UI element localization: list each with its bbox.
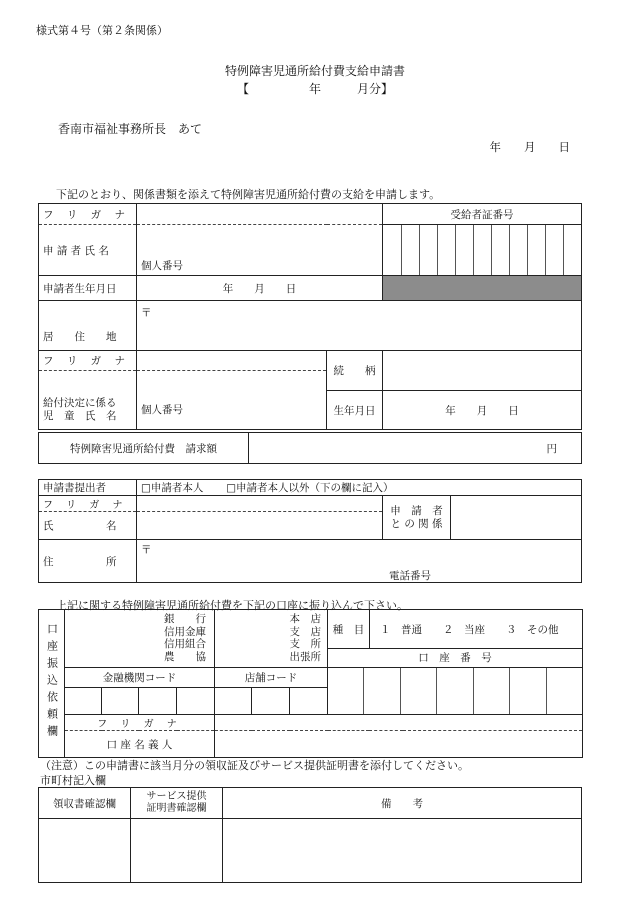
submitter-furigana-label: フ リ ガ ナ [39,496,137,512]
child-name-field[interactable] [137,391,327,430]
relation-line1: 申 請 者 [390,504,443,517]
branch-code-digit-2[interactable] [252,688,290,715]
recipient-line: 香南市福祉事務所長 あて [58,122,203,136]
form-period[interactable]: 【 年 月分】 [236,82,393,96]
account-type-options[interactable]: １ 普通 ２ 当座 ３ その他 [380,623,559,636]
branch-code-digit-3[interactable] [290,688,328,715]
submitter-furigana-field[interactable] [137,496,383,512]
claim-table [38,432,582,464]
inst-code-digit-1[interactable] [65,688,102,715]
applicant-name-label: 申 請 者 氏 名 [39,225,137,276]
form-number: 様式第４号（第２条関係） [36,24,168,37]
child-name-label [39,391,137,430]
submitter-address-label: 住 所 [39,540,137,583]
phone-label: 電話番号 [389,570,431,582]
relation-line2: と の 関 係 [390,517,443,530]
submitter-options [137,480,582,496]
holder-furigana-field[interactable] [215,715,583,731]
account-type-label: 種 目 [328,610,370,648]
child-name-label-line2: 児 童 氏 名 [43,409,117,422]
account-number-boxes[interactable] [328,668,583,715]
submitter-address-field[interactable] [137,540,582,583]
holder-label: 口 座 名 義 人 [65,731,215,758]
submitter-name-label: 氏 名 [39,512,137,540]
child-birth-field[interactable]: 年 月 日 [383,391,582,430]
bank-intro: 上記に関する特例障害児通所給付費を下記の口座に振り込んで下さい。 [56,599,408,612]
child-name-label-line1: 給付決定に係る [43,396,117,409]
inst-code-digit-2[interactable] [102,688,139,715]
child-personal-no-label: 個人番号 [141,404,183,417]
relation-label: 続 柄 [327,351,383,391]
cert-number-boxes[interactable] [383,225,582,276]
branch-type[interactable]: 本 店 支 店 支 所 出張所 [215,610,328,668]
relation-field[interactable] [383,351,582,391]
applicant-name-field[interactable] [137,225,383,276]
branch-code-digit-1[interactable] [215,688,252,715]
bank-side-label: 口座振込依頼欄 [39,610,65,758]
submitter-table [38,479,582,583]
submitter-relation-label [383,496,451,540]
service-cert-check-field[interactable] [131,819,223,883]
child-birth-label: 生年月日 [327,391,383,430]
bank-table [38,609,583,758]
institution-type[interactable]: 銀 行 信用金庫 信用組合 農 協 [65,610,215,668]
claim-label: 特例障害児通所給付費 請求額 [39,433,249,464]
intro-text: 下記のとおり、関係書類を添えて特例障害児通所給付費の支給を申請します。 [56,188,441,201]
submitter-postal-mark: 〒 [141,544,152,556]
holder-name-field[interactable] [215,731,583,758]
receipt-check-label: 領収書確認欄 [39,788,131,819]
applicant-furigana-label: フ リ ガ ナ [39,204,137,225]
institution-code-label: 金融機関コード [65,668,215,688]
submitter-relation-field[interactable] [451,496,582,540]
address-label: 居 住 地 [39,301,137,351]
child-furigana-field[interactable] [137,351,327,371]
service-cert-check-label: サービス提供 証明書確認欄 [131,788,223,819]
municipal-label: 市町村記入欄 [40,774,106,787]
option-other-checkbox[interactable]: □申請者本人以外（下の欄に記入） [226,482,394,494]
applicant-furigana-field[interactable] [137,204,383,225]
inst-code-digit-3[interactable] [139,688,177,715]
application-date[interactable]: 年 月 日 [489,140,570,154]
holder-furigana-label: フ リ ガ ナ [65,715,215,731]
municipal-table [38,787,582,883]
remarks-field[interactable] [223,819,582,883]
applicant-table [38,203,582,430]
inst-code-digit-4[interactable] [177,688,215,715]
receipt-check-field[interactable] [39,819,131,883]
claim-amount-field[interactable] [249,433,582,464]
applicant-birth-label: 申請者生年月日 [39,276,137,301]
yen-unit: 円 [546,442,557,455]
branch-code-label: 店舗コード [215,668,328,688]
shaded-cell [383,276,582,301]
child-furigana-label: フ リ ガ ナ [39,351,137,371]
submitter-label: 申請書提出者 [39,480,137,496]
applicant-birth-field[interactable]: 年 月 日 [137,276,383,301]
option-self-checkbox[interactable]: □申請者本人 [141,482,204,494]
applicant-personal-no-label: 個人番号 [141,260,183,272]
form-title: 特例障害児通所給付費支給申請書 [224,64,405,78]
cert-number-label: 受給者証番号 [383,204,582,225]
postal-mark: 〒 [141,307,152,319]
account-number-label: 口 座 番 号 [418,652,492,664]
account-type-block [328,610,583,668]
remarks-label: 備 考 [223,788,582,819]
attachment-note: （注意）この申請書に該当月分の領収証及びサービス提供証明書を添付してください。 [40,759,469,772]
submitter-name-field[interactable] [137,512,383,540]
address-field[interactable] [137,301,582,351]
